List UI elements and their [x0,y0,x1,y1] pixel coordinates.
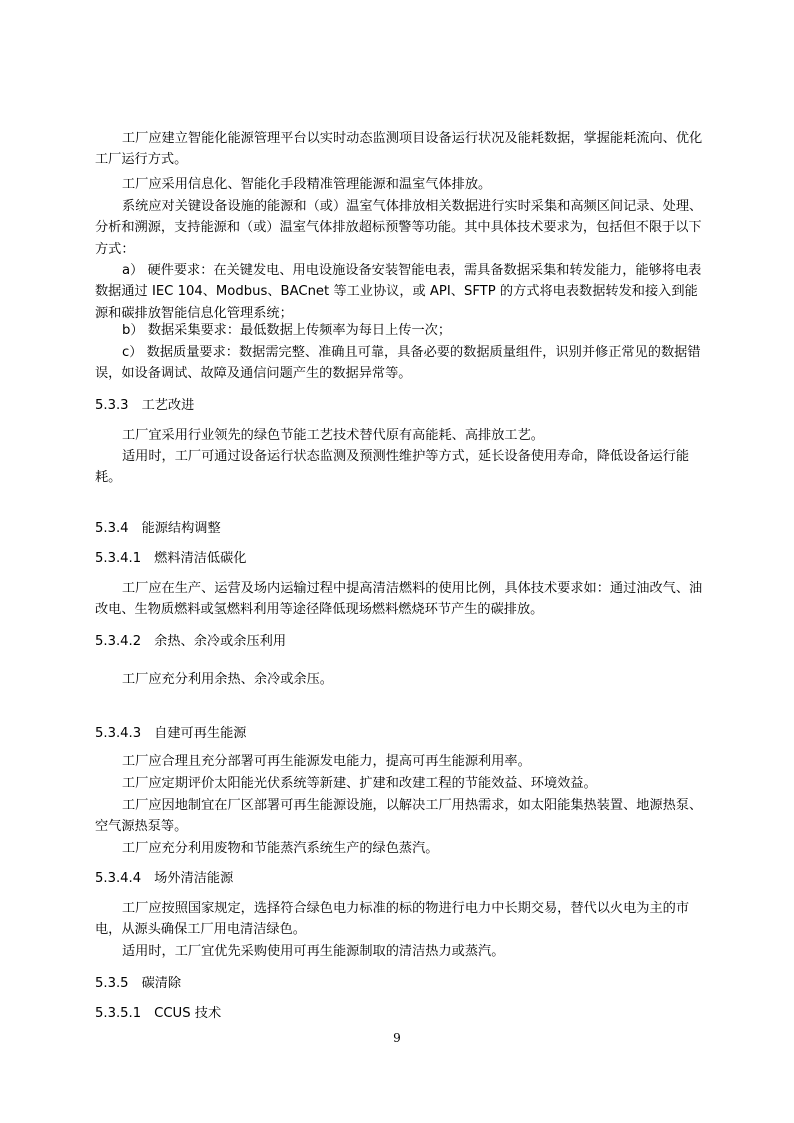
section-heading-5-3-4-2 [95,631,705,652]
paragraph-informatization: 工厂应采用信息化、智能化手段精准管理能源和温室气体排放。 [122,177,492,192]
paragraph-energy-platform: 工厂应建立智能化能源管理平台以实时动态监测项目设备运行状况及能耗数据，掌握能耗流向、优化工厂运行方式。 [95,131,703,168]
section-heading-5-3-4 [95,518,705,539]
section-heading-5-3-3 [95,395,705,416]
section-number: 5.3.5 [95,976,129,991]
section-number: 5.3.5.1 [95,1006,142,1021]
section-number: 5.3.4 [95,521,129,536]
section-title: CCUS 技术 [154,1006,222,1021]
paragraph-pv-evaluation: 工厂应定期评价太阳能光伏系统等新建、扩建和改建工程的节能效益、环境效益。 [122,776,597,791]
paragraph-clean-fuel: 工厂应在生产、运营及场内运输过程中提高清洁燃料的使用比例，具体技术要求如：通过油改气、油改电、生物质燃料或氢燃料利用等途径降低现场燃料燃烧环节产生的碳排放。 [95,581,703,618]
paragraph-system-requirements: 系统应对关键设备设施的能源和（或）温室气体排放相关数据进行实时采集和高频区间记录、处理、分析和溯源，支持能源和（或）温室气体排放超标预警等功能。其中具体技术要求为，包括但不限于以下方式： [95,199,703,257]
paragraph-green-steam: 工厂应充分利用废物和节能蒸汽系统生产的绿色蒸汽。 [122,841,439,856]
paragraph-green-power: 工厂应按照国家规定，选择符合绿色电力标准的标的物进行电力中长期交易，替代以火电为主的市电，从源头确保工厂用电清洁绿色。 [95,901,690,938]
section-title: 余热、余冷或余压利用 [154,634,287,649]
paragraph-renewable-heat-purchase: 适用时，工厂宜优先采购使用可再生能源制取的清洁热力或蒸汽。 [122,944,505,959]
section-heading-5-3-5-1 [95,1003,705,1024]
list-item-data-collection: b） 数据采集要求：最低数据上传频率为每日上传一次； [122,323,452,338]
paragraph-renewable-capacity: 工厂应合理且充分部署可再生能源发电能力，提高可再生能源利用率。 [122,754,531,769]
paragraph-waste-heat: 工厂应充分利用余热、余冷或余压。 [122,672,333,687]
list-item-data-quality: c） 数据质量要求：数据需完整、准确且可靠，具备必要的数据质量组件，识别并修正常见的数据错误，如设备调试、故障及通信问题产生的数据异常等。 [95,345,701,382]
paragraph-renewable-heat: 工厂应因地制宜在厂区部署可再生能源设施，以解决工厂用热需求，如太阳能集热装置、地源热泵、空气源热泵等。 [95,798,703,835]
section-heading-5-3-4-3 [95,723,705,744]
section-number: 5.3.4.4 [95,871,142,886]
section-number: 5.3.4.3 [95,726,142,741]
section-title: 工艺改进 [141,398,195,413]
section-number: 5.3.4.1 [95,551,142,566]
section-heading-5-3-4-4 [95,868,705,889]
section-heading-5-3-4-1 [95,548,705,569]
section-number: 5.3.3 [95,398,129,413]
section-title: 碳清除 [141,976,182,991]
paragraph-process-tech: 工厂宜采用行业领先的绿色节能工艺技术替代原有高能耗、高排放工艺。 [122,428,544,443]
page-number: 9 [393,1031,401,1045]
section-title: 场外清洁能源 [154,871,234,886]
section-title: 燃料清洁低碳化 [154,551,247,566]
section-title: 能源结构调整 [141,521,221,536]
section-title: 自建可再生能源 [154,726,247,741]
section-number: 5.3.4.2 [95,634,142,649]
section-heading-5-3-5 [95,973,705,994]
paragraph-predictive-maintenance: 适用时，工厂可通过设备运行状态监测及预测性维护等方式，延长设备使用寿命，降低设备运行能耗。 [95,449,690,486]
list-item-hardware: a） 硬件要求：在关键发电、用电设施设备安装智能电表，需具备数据采集和转发能力，能够将电表数据通过 IEC 104、Modbus、BACnet 等工业协议，或 API、SFTP 的方式将电表数据转发和接入到能源和碳排放智能信息化管理系统； [95,263,702,321]
